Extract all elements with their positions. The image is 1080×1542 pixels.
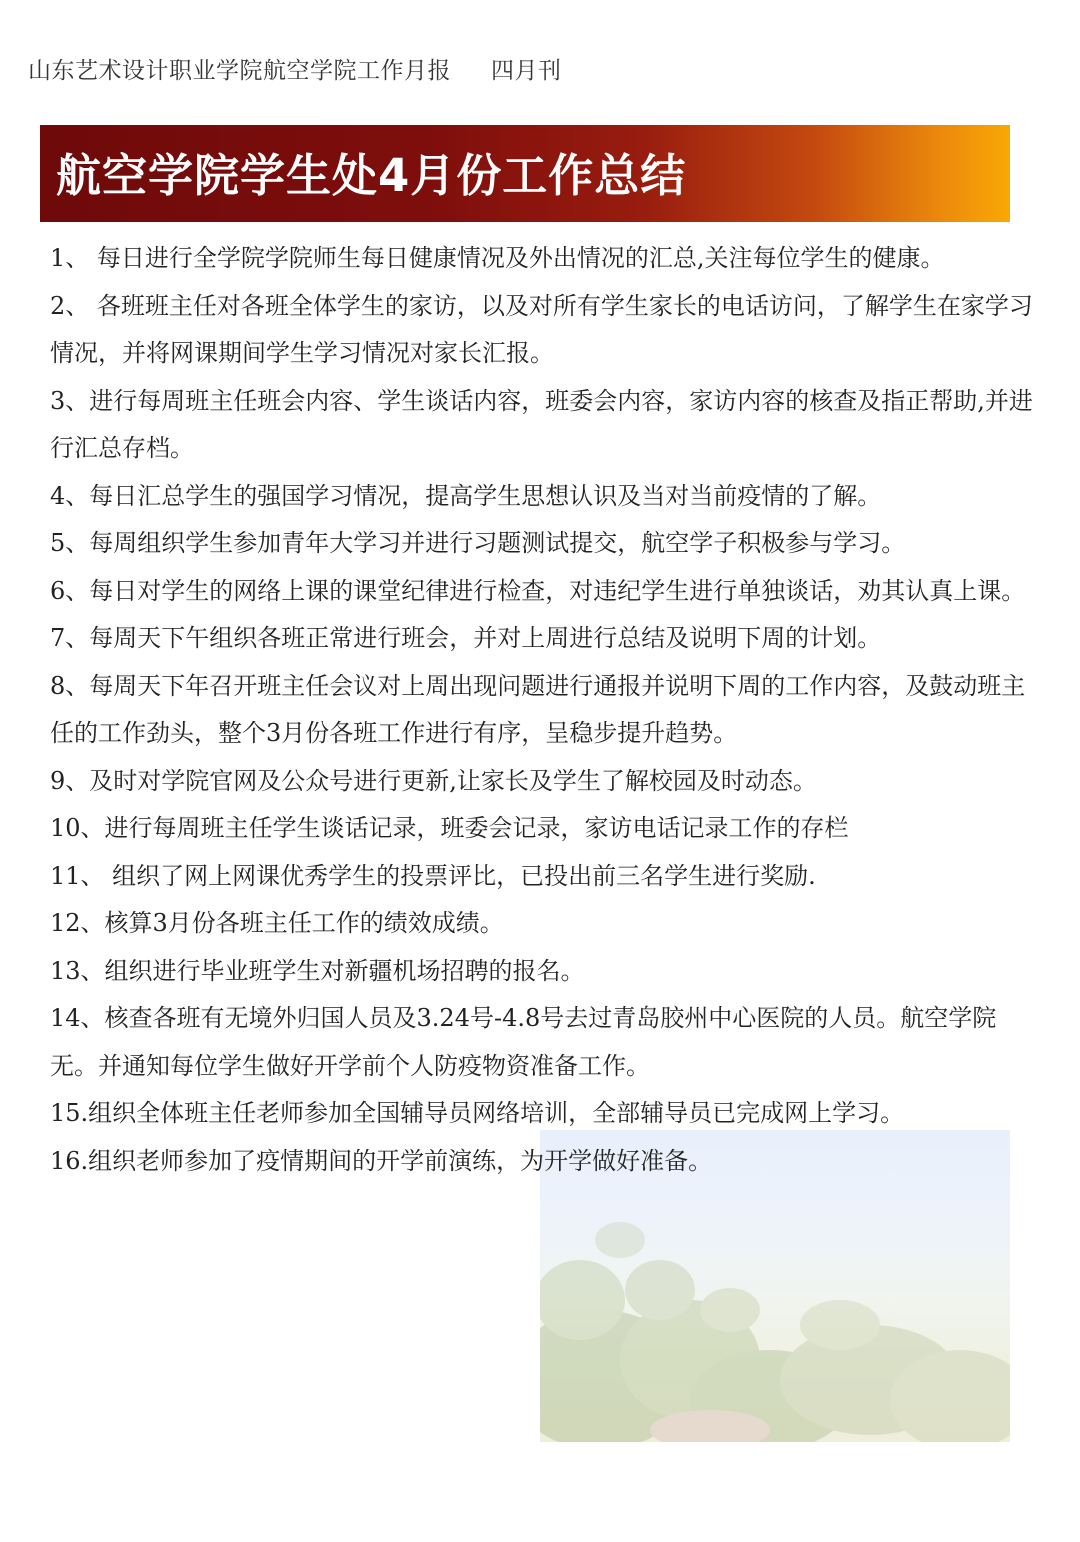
newsletter-title: 山东艺术设计职业学院航空学院工作月报: [28, 58, 451, 84]
list-item: 8、每周天下年召开班主任会议对上周出现问题进行通报并说明下周的工作内容，及鼓动班主任的工作劲头，整个3月份各班工作进行有序，呈稳步提升趋势。: [50, 671, 1026, 747]
newsletter-header: [28, 52, 562, 85]
list-item: 3、进行每周班主任班会内容、学生谈话内容，班委会内容，家访内容的核查及指正帮助,并进行汇总存档。: [50, 386, 1033, 462]
list-item: 7、每周天下午组织各班正常进行班会，并对上周进行总结及说明下周的计划。: [50, 624, 882, 652]
title-banner: [40, 125, 1010, 222]
banner-title: 航空学院学生处4月份工作总结: [56, 149, 687, 202]
list-item: 12、核算3月份各班主任工作的绩效成绩。: [50, 909, 504, 937]
list-item: 14、核查各班有无境外归国人员及3.24号-4.8号去过青岛胶州中心医院的人员。航空学院无。并通知每位学生做好开学前个人防疫物资准备工作。: [50, 1004, 997, 1080]
list-item: 11、 组织了网上网课优秀学生的投票评比，已投出前三名学生进行奖励.: [50, 861, 816, 890]
list-item: 10、进行每周班主任学生谈话记录，班委会记录，家访电话记录工作的存栏: [50, 814, 849, 842]
list-item: 1、 每日进行全学院学院师生每日健康情况及外出情况的汇总,关注每位学生的健康。: [50, 244, 945, 272]
list-item: 16.组织老师参加了疫情期间的开学前演练，为开学做好准备。: [50, 1146, 713, 1175]
list-item: 6、每日对学生的网络上课的课堂纪律进行检查，对违纪学生进行单独谈话，劝其认真上课。: [50, 576, 1026, 605]
summary-list: [50, 235, 1035, 1185]
list-item: 2、 各班班主任对各班全体学生的家访，以及对所有学生家长的电话访问，了解学生在家学习情况，并将网课期间学生学习情况对家长汇报。: [50, 291, 1033, 367]
list-item: 13、组织进行毕业班学生对新疆机场招聘的报名。: [50, 956, 585, 985]
issue-label: 四月刊: [491, 58, 562, 84]
list-item: 9、及时对学院官网及公众号进行更新,让家长及学生了解校园及时动态。: [50, 766, 817, 795]
list-item: 15.组织全体班主任老师参加全国辅导员网络培训，全部辅导员已完成网上学习。: [50, 1099, 905, 1127]
list-item: 5、每周组织学生参加青年大学习并进行习题测试提交，航空学子积极参与学习。: [50, 529, 906, 557]
list-item: 4、每日汇总学生的强国学习情况，提高学生思想认识及当对当前疫情的了解。: [50, 481, 882, 510]
